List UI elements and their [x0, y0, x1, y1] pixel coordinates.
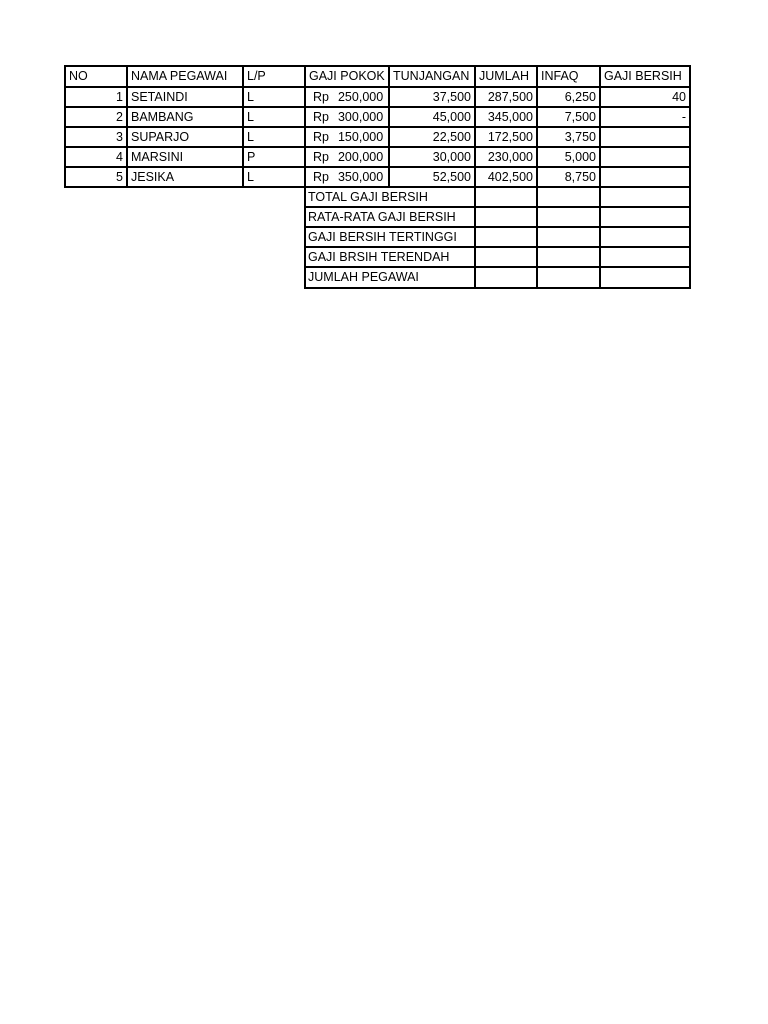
summary-cell-infaq[interactable] — [536, 226, 601, 248]
header-gaji-pokok[interactable]: GAJI POKOK — [304, 65, 390, 88]
cell-no[interactable]: 5 — [64, 166, 128, 188]
cell-gaji-bersih[interactable] — [599, 126, 691, 148]
cell-no[interactable]: 2 — [64, 106, 128, 128]
summary-cell-jumlah[interactable] — [474, 206, 538, 228]
cell-infaq[interactable]: 5,000 — [536, 146, 601, 168]
cell-nama-pegawai[interactable]: SETAINDI — [126, 86, 244, 108]
cell-gaji-pokok[interactable] — [304, 126, 390, 148]
cell-gaji-bersih[interactable] — [599, 146, 691, 168]
currency-label: Rp — [313, 110, 329, 124]
cell-no[interactable]: 4 — [64, 146, 128, 168]
summary-cell-gaji-bersih[interactable] — [599, 246, 691, 268]
summary-cell-jumlah[interactable] — [474, 186, 538, 208]
gaji-pokok-value: 300,000 — [337, 110, 384, 124]
cell-lp[interactable]: L — [242, 126, 306, 148]
summary-total-gaji-bersih[interactable]: TOTAL GAJI BERSIH — [304, 186, 476, 208]
cell-gaji-bersih[interactable] — [599, 166, 691, 188]
summary-rata-rata-gaji-bersih[interactable]: RATA-RATA GAJI BERSIH — [304, 206, 476, 228]
gaji-pokok-value: 250,000 — [337, 90, 384, 104]
cell-jumlah[interactable]: 345,000 — [474, 106, 538, 128]
currency-label: Rp — [313, 130, 329, 144]
cell-lp[interactable]: L — [242, 86, 306, 108]
header-nama-pegawai[interactable]: NAMA PEGAWAI — [126, 65, 244, 88]
currency-label: Rp — [313, 170, 329, 184]
cell-gaji-pokok[interactable] — [304, 146, 390, 168]
payroll-table — [64, 65, 689, 287]
gaji-pokok-value: 150,000 — [337, 130, 384, 144]
header-gaji-bersih[interactable]: GAJI BERSIH — [599, 65, 691, 88]
cell-lp[interactable]: L — [242, 106, 306, 128]
currency-label: Rp — [313, 90, 329, 104]
cell-gaji-bersih[interactable]: - — [599, 106, 691, 128]
summary-cell-infaq[interactable] — [536, 186, 601, 208]
summary-cell-infaq[interactable] — [536, 246, 601, 268]
cell-no[interactable]: 1 — [64, 86, 128, 108]
summary-cell-jumlah[interactable] — [474, 246, 538, 268]
summary-cell-jumlah[interactable] — [474, 266, 538, 289]
summary-cell-gaji-bersih[interactable] — [599, 206, 691, 228]
header-lp[interactable]: L/P — [242, 65, 306, 88]
cell-nama-pegawai[interactable]: SUPARJO — [126, 126, 244, 148]
cell-lp[interactable]: L — [242, 166, 306, 188]
summary-cell-infaq[interactable] — [536, 266, 601, 289]
cell-gaji-pokok[interactable] — [304, 106, 390, 128]
cell-lp[interactable]: P — [242, 146, 306, 168]
cell-nama-pegawai[interactable]: JESIKA — [126, 166, 244, 188]
summary-jumlah-pegawai[interactable]: JUMLAH PEGAWAI — [304, 266, 476, 289]
cell-gaji-pokok[interactable] — [304, 86, 390, 108]
summary-cell-gaji-bersih[interactable] — [599, 226, 691, 248]
cell-gaji-pokok[interactable] — [304, 166, 390, 188]
cell-tunjangan[interactable]: 37,500 — [388, 86, 476, 108]
header-jumlah[interactable]: JUMLAH — [474, 65, 538, 88]
header-tunjangan[interactable]: TUNJANGAN — [388, 65, 476, 88]
summary-cell-gaji-bersih[interactable] — [599, 266, 691, 289]
gaji-pokok-value: 200,000 — [337, 150, 384, 164]
summary-gaji-bersih-terendah[interactable]: GAJI BRSIH TERENDAH — [304, 246, 476, 268]
gaji-pokok-value: 350,000 — [337, 170, 384, 184]
cell-infaq[interactable]: 8,750 — [536, 166, 601, 188]
cell-jumlah[interactable]: 287,500 — [474, 86, 538, 108]
header-infaq[interactable]: INFAQ — [536, 65, 601, 88]
summary-cell-gaji-bersih[interactable] — [599, 186, 691, 208]
cell-tunjangan[interactable]: 22,500 — [388, 126, 476, 148]
cell-infaq[interactable]: 6,250 — [536, 86, 601, 108]
cell-tunjangan[interactable]: 45,000 — [388, 106, 476, 128]
cell-jumlah[interactable]: 402,500 — [474, 166, 538, 188]
currency-label: Rp — [313, 150, 329, 164]
cell-nama-pegawai[interactable]: MARSINI — [126, 146, 244, 168]
cell-tunjangan[interactable]: 30,000 — [388, 146, 476, 168]
summary-cell-infaq[interactable] — [536, 206, 601, 228]
header-no[interactable]: NO — [64, 65, 128, 88]
cell-gaji-bersih[interactable]: 40 — [599, 86, 691, 108]
cell-infaq[interactable]: 3,750 — [536, 126, 601, 148]
cell-infaq[interactable]: 7,500 — [536, 106, 601, 128]
summary-gaji-bersih-tertinggi[interactable]: GAJI BERSIH TERTINGGI — [304, 226, 476, 248]
cell-jumlah[interactable]: 230,000 — [474, 146, 538, 168]
cell-jumlah[interactable]: 172,500 — [474, 126, 538, 148]
summary-cell-jumlah[interactable] — [474, 226, 538, 248]
cell-nama-pegawai[interactable]: BAMBANG — [126, 106, 244, 128]
cell-tunjangan[interactable]: 52,500 — [388, 166, 476, 188]
cell-no[interactable]: 3 — [64, 126, 128, 148]
